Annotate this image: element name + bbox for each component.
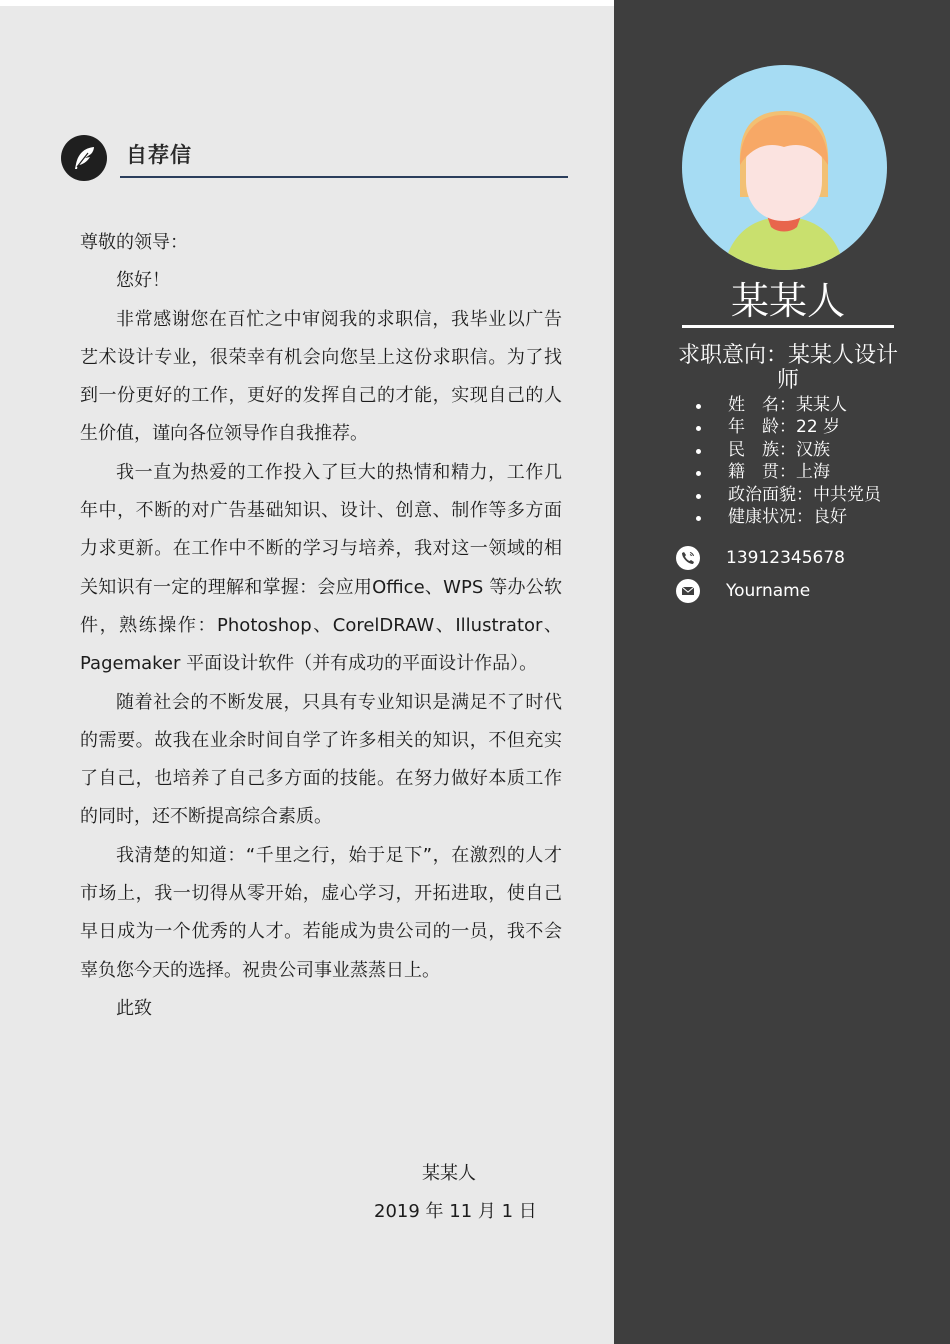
personal-info-list bbox=[696, 394, 881, 528]
letter-greeting: 您好！ bbox=[116, 270, 170, 292]
letter-paragraph: 我清楚的知道：“千里之行，始于足下”，在激烈的人才市场上，我一切得从零开始，虚心学习，开拓进取，使自己早日成为一个优秀的人才。若能成为贵公司的一员，我不会辜负您今天的选择。祝贵公司事业蒸蒸日上。 bbox=[80, 844, 562, 981]
signature-name: 某某人 bbox=[422, 1163, 476, 1184]
info-item-political-status bbox=[696, 484, 881, 506]
info-label: 姓 名： bbox=[728, 395, 796, 415]
profile-name: 某某人 bbox=[730, 279, 845, 323]
job-intent: 求职意向：某某人设计师 bbox=[677, 343, 898, 393]
email-address: Yourname bbox=[726, 581, 811, 601]
info-item-ethnicity bbox=[696, 439, 881, 461]
letter-closing: 此致 bbox=[116, 997, 152, 1019]
letter-signature bbox=[374, 1155, 537, 1231]
info-value: 某某人 bbox=[796, 395, 847, 415]
contact-phone bbox=[676, 545, 845, 571]
cover-letter-body bbox=[80, 224, 562, 1028]
info-item-age bbox=[696, 416, 881, 438]
info-value: 上海 bbox=[796, 462, 830, 483]
section-title: 自荐信 bbox=[126, 143, 192, 167]
info-label: 籍 贯： bbox=[728, 462, 796, 483]
signature-date: 2019 年 11 月 1 日 bbox=[374, 1201, 537, 1222]
phone-icon bbox=[676, 546, 700, 570]
mail-icon bbox=[676, 579, 700, 603]
info-item-name bbox=[696, 394, 881, 416]
info-value: 良好 bbox=[813, 507, 847, 528]
letter-paragraph: 非常感谢您在百忙之中审阅我的求职信，我毕业以广告艺术设计专业，很荣幸有机会向您呈上这份求职信。为了找到一份更好的工作，更好的发挥自己的才能，实现自己的人生价值，谨向各位领导作自我推荐。 bbox=[80, 308, 562, 445]
info-label: 年 龄： bbox=[728, 417, 796, 438]
info-label: 民 族： bbox=[728, 439, 796, 460]
letter-paragraph: 随着社会的不断发展，只具有专业知识是满足不了时代的需要。故我在业余时间自学了许多相关的知识，不但充实了自己，也培养了自己多方面的技能。在努力做好本质工作的同时，还不断提高综合素质。 bbox=[80, 691, 562, 828]
feather-icon bbox=[61, 135, 107, 181]
letter-paragraph: 我一直为热爱的工作投入了巨大的热情和精力，工作几年中，不断的对广告基础知识、设计、创意、制作等多方面力求更新。在工作中不断的学习与培养，我对这一领域的相关知识有一定的理解和掌握：会应用Office、WPS 等办公软件，熟练操作：Photoshop、CorelDRAW、Illustrator、Pagemaker 平面设计软件（并有成功的平面设计作品）。 bbox=[80, 461, 562, 675]
contact-email bbox=[676, 578, 810, 604]
info-value: 22 岁 bbox=[796, 417, 841, 438]
info-value: 汉族 bbox=[796, 439, 830, 460]
section-divider bbox=[120, 176, 568, 178]
info-item-health bbox=[696, 506, 881, 528]
avatar bbox=[682, 65, 887, 270]
info-label: 健康状况： bbox=[728, 507, 813, 528]
info-label: 政治面貌： bbox=[728, 484, 813, 505]
phone-number: 13912345678 bbox=[726, 548, 845, 568]
info-item-hometown bbox=[696, 461, 881, 483]
info-value: 中共党员 bbox=[813, 484, 881, 505]
letter-salutation: 尊敬的领导： bbox=[80, 232, 188, 253]
name-divider bbox=[682, 325, 894, 328]
